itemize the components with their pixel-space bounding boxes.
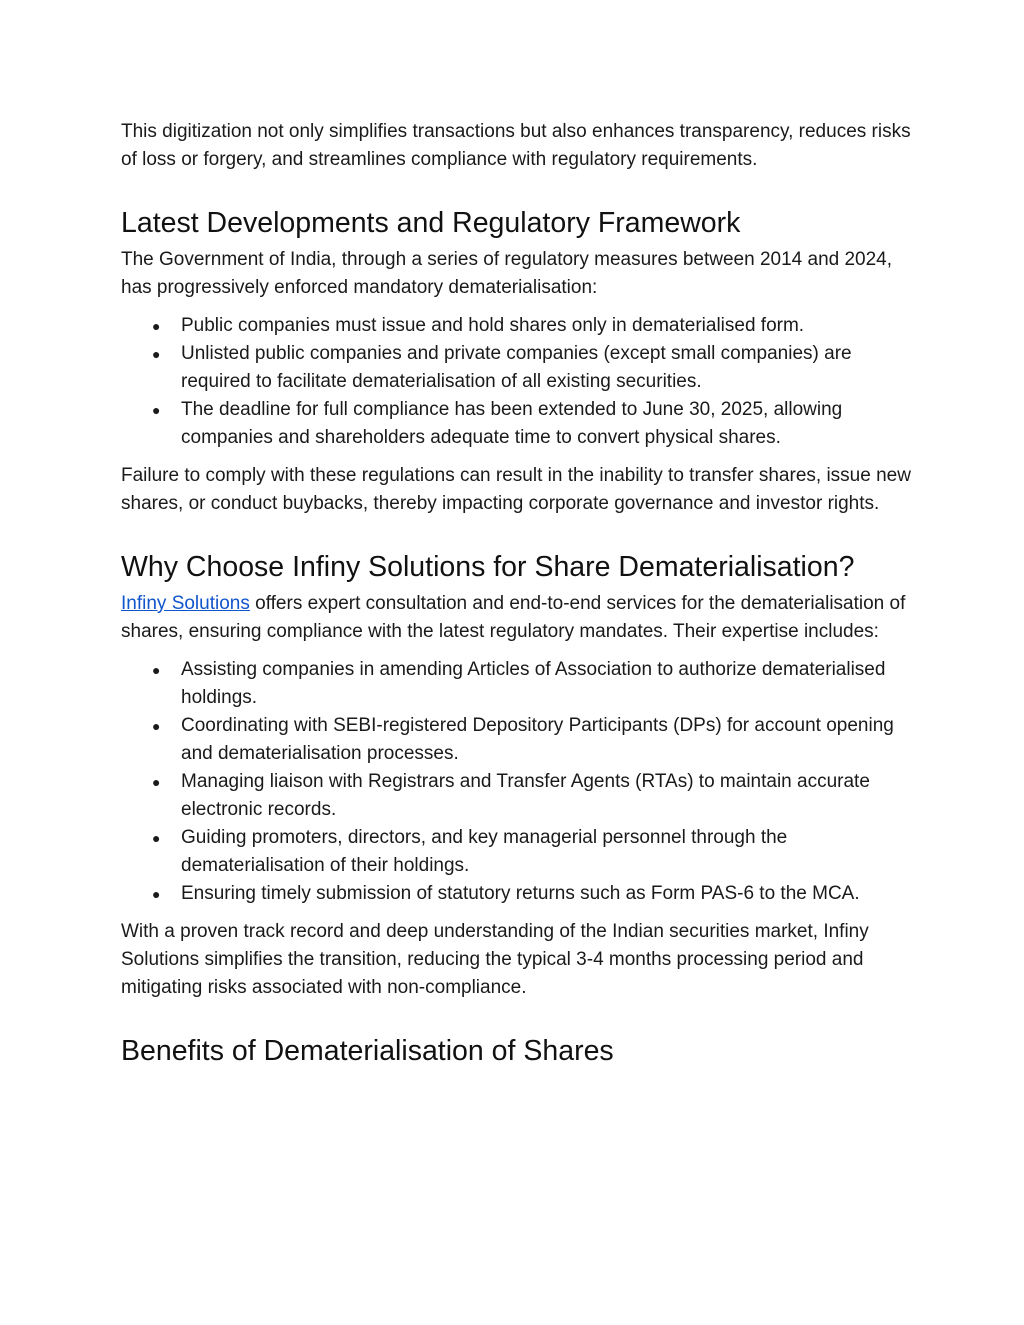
list-item: ● Managing liaison with Registrars and Transfer Agents (RTAs) to maintain accurate electronic records. [121, 768, 911, 824]
section-heading-benefits: Benefits of Dematerialisation of Shares [121, 1035, 614, 1067]
list-item: ● Coordinating with SEBI-registered Depository Participants (DPs) for account opening and dematerialisation processes. [121, 712, 911, 768]
list-item: ● Unlisted public companies and private companies (except small companies) are required to facilitate dematerialisation of all existing securities. [121, 340, 911, 396]
regulatory-bullet-list [121, 312, 911, 452]
section-heading-why-choose-infiny: Why Choose Infiny Solutions for Share Dematerialisation? [121, 551, 855, 583]
infiny-solutions-link[interactable]: Infiny Solutions [121, 593, 250, 614]
intro-text: offers expert consultation and end-to-end services for the dematerialisation of shares, ensuring compliance with the latest regulatory mandates. Their expertise includes: [121, 593, 906, 642]
list-item: ● Public companies must issue and hold shares only in dematerialised form. [121, 312, 911, 340]
intro-paragraph: This digitization not only simplifies transactions but also enhances transparency, reduces risks of loss or forgery, and streamlines compliance with regulatory requirements. [121, 121, 911, 170]
section-closing-paragraph: With a proven track record and deep understanding of the Indian securities market, Infiny Solutions simplifies the transition, reducing the typical 3-4 months processing period and mitigating risks associated with non-compliance. [121, 921, 869, 998]
section-intro-paragraph [121, 590, 911, 646]
list-item: ● Guiding promoters, directors, and key managerial personnel through the dematerialisation of their holdings. [121, 824, 911, 880]
section-intro-paragraph: The Government of India, through a series of regulatory measures between 2014 and 2024, has progressively enforced mandatory dematerialisation: [121, 249, 893, 298]
section-heading-regulatory-framework: Latest Developments and Regulatory Framework [121, 207, 741, 239]
list-item: ● Ensuring timely submission of statutory returns such as Form PAS-6 to the MCA. [121, 880, 911, 908]
document-page [121, 118, 911, 1069]
section-closing-paragraph: Failure to comply with these regulations can result in the inability to transfer shares, issue new shares, or conduct buybacks, thereby impacting corporate governance and investor rights. [121, 465, 911, 514]
list-item: ● The deadline for full compliance has been extended to June 30, 2025, allowing companies and shareholders adequate time to convert physical shares. [121, 396, 911, 452]
list-item: ● Assisting companies in amending Articles of Association to authorize dematerialised holdings. [121, 656, 911, 712]
expertise-bullet-list [121, 656, 911, 908]
